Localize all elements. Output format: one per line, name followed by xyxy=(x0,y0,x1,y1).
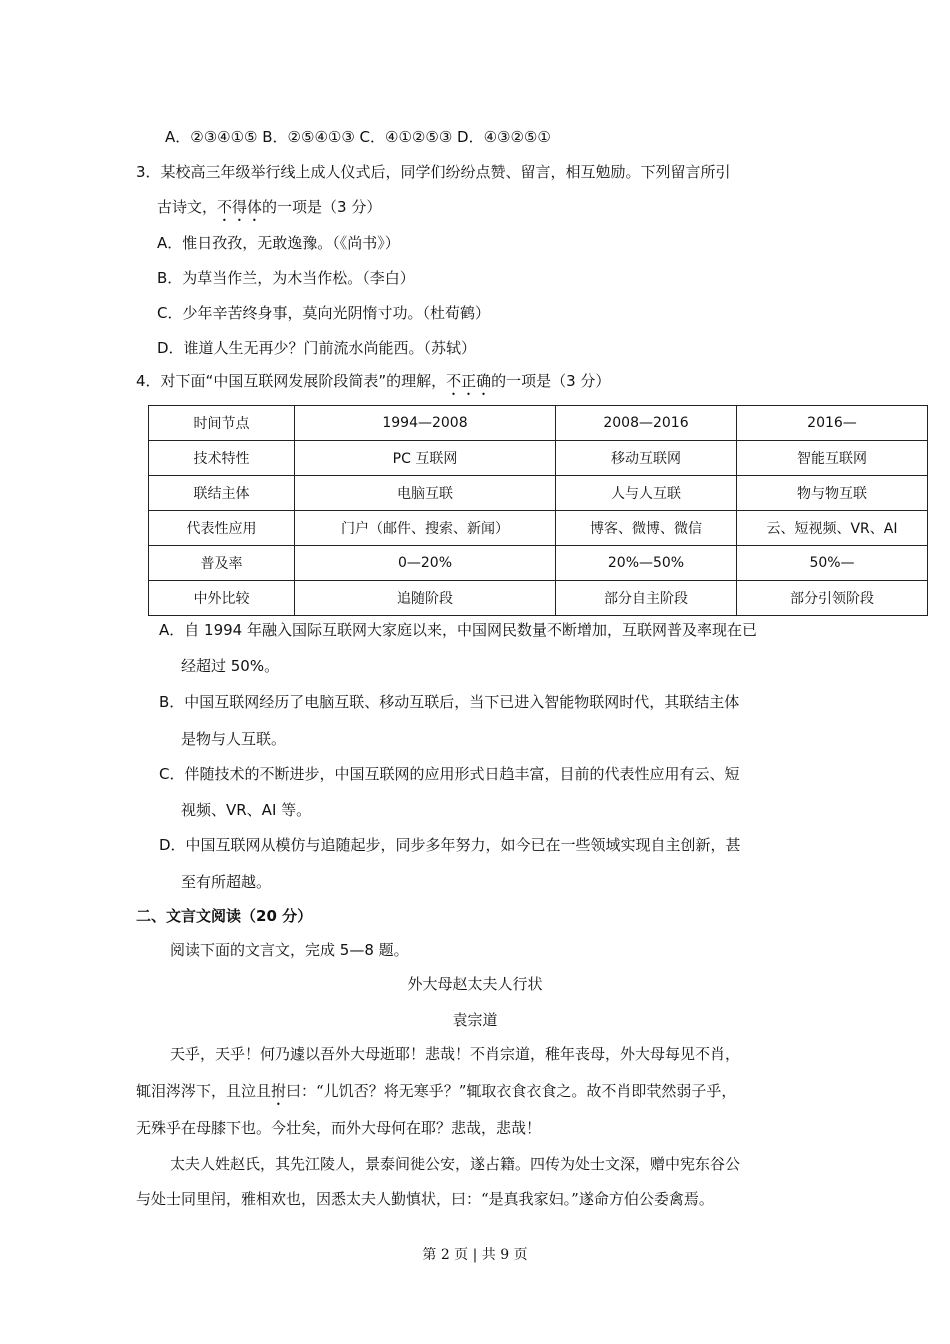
table-cell: 云、短视频、VR、AI xyxy=(737,511,928,546)
essay-text: 曰：“儿饥否？将无寒乎？”辄取衣食衣食之。故不肖即茕然弱子乎， xyxy=(286,1082,737,1100)
page-footer: 第 2 页 | 共 9 页 xyxy=(422,1247,528,1263)
q4-option-b-line1: B．中国互联网经历了电脑互联、移动互联后，当下已进入智能物联网时代，其联结主体 xyxy=(159,693,740,711)
table-row xyxy=(149,406,928,441)
table-cell: 物与物互联 xyxy=(737,476,928,511)
table-cell: 部分引领阶段 xyxy=(737,581,928,616)
table-cell: 代表性应用 xyxy=(149,511,295,546)
q4-stem-emphasis: 不正确 xyxy=(446,372,492,390)
q3-option-b: B．为草当作兰，为木当作松。（李白） xyxy=(157,269,415,287)
essay-title: 外大母赵太夫人行状 xyxy=(407,975,543,993)
table-cell: 电脑互联 xyxy=(295,476,556,511)
essay-p1-line2 xyxy=(136,1081,736,1109)
table-cell: 人与人互联 xyxy=(556,476,737,511)
table-cell: 移动互联网 xyxy=(556,441,737,476)
table-cell: 部分自主阶段 xyxy=(556,581,737,616)
table-cell: 追随阶段 xyxy=(295,581,556,616)
internet-stage-table xyxy=(148,405,928,616)
q2-options: A．②③④①⑤ B．②⑤④①③ C．④①②⑤③ D．④③②⑤① xyxy=(165,128,551,146)
table-cell: 时间节点 xyxy=(149,406,295,441)
essay-author: 袁宗道 xyxy=(452,1011,498,1029)
q4-stem xyxy=(136,371,610,399)
table-cell: 2008—2016 xyxy=(556,406,737,441)
table-cell: 1994—2008 xyxy=(295,406,556,441)
table-row xyxy=(149,476,928,511)
q3-stem-pre: 古诗文， xyxy=(157,198,218,216)
essay-text: 辄泪涔涔下，且泣且 xyxy=(136,1082,272,1100)
table-cell: 博客、微博、微信 xyxy=(556,511,737,546)
section-instruction: 阅读下面的文言文，完成 5—8 题。 xyxy=(170,941,409,959)
essay-p1-line1: 天乎，天乎！何乃遽以吾外大母逝耶！悲哉！不肖宗道，稚年丧母，外大母每见不肖， xyxy=(170,1045,741,1063)
table-cell: 普及率 xyxy=(149,546,295,581)
essay-p2-line1: 太夫人姓赵氏，其先江陵人，景泰间徙公安，遂占籍。四传为处士文深，赠中宪东谷公 xyxy=(170,1155,741,1173)
q4-stem-post: 的一项是（3 分） xyxy=(491,372,611,390)
table-cell: 20%—50% xyxy=(556,546,737,581)
table-row xyxy=(149,546,928,581)
q4-option-a-line1: A．自 1994 年融入国际互联网大家庭以来，中国网民数量不断增加，互联网普及率现在已 xyxy=(159,621,757,639)
q3-option-c: C．少年辛苦终身事，莫向光阴惰寸功。（杜荀鹤） xyxy=(157,304,490,322)
q3-option-d: D．谁道人生无再少？门前流水尚能西。（苏轼） xyxy=(157,339,477,357)
table-cell: 0—20% xyxy=(295,546,556,581)
essay-p1-line3: 无殊乎在母膝下也。今壮矣，而外大母何在耶？悲哉，悲哉！ xyxy=(136,1119,542,1137)
q4-stem-pre: 4．对下面“中国互联网发展阶段简表”的理解， xyxy=(136,372,447,390)
table-cell: PC 互联网 xyxy=(295,441,556,476)
table-cell: 联结主体 xyxy=(149,476,295,511)
table-cell: 50%— xyxy=(737,546,928,581)
q4-option-d-line2: 至有所超越。 xyxy=(181,873,272,891)
q4-option-d-line1: D．中国互联网从模仿与追随起步，同步多年努力，如今已在一些领域实现自主创新，甚 xyxy=(159,836,741,854)
q3-stem-post: 的一项是（3 分） xyxy=(262,198,382,216)
q4-option-b-line2: 是物与人互联。 xyxy=(181,730,287,748)
essay-p2-line2: 与处士同里闬，雅相欢也，因悉太夫人勤慎状，曰：“是真我家妇。”遂命方伯公委禽焉。 xyxy=(136,1190,714,1208)
q3-stem-emphasis: 不得体 xyxy=(217,198,263,216)
table-row xyxy=(149,511,928,546)
table-cell: 技术特性 xyxy=(149,441,295,476)
table-row xyxy=(149,581,928,616)
q4-option-a-line2: 经超过 50%。 xyxy=(181,657,280,675)
section-heading: 二、文言文阅读（20 分） xyxy=(136,907,313,925)
table-cell: 门户（邮件、搜索、新闻） xyxy=(295,511,556,546)
q3-stem-line2 xyxy=(157,197,381,225)
essay-emphasis: 拊 xyxy=(271,1082,287,1100)
table-cell: 中外比较 xyxy=(149,581,295,616)
q3-stem-line1: 3．某校高三年级举行线上成人仪式后，同学们纷纷点赞、留言，相互勉励。下列留言所引 xyxy=(136,163,731,181)
table-row xyxy=(149,441,928,476)
q4-option-c-line2: 视频、VR、AI 等。 xyxy=(181,801,312,819)
table-cell: 智能互联网 xyxy=(737,441,928,476)
table-cell: 2016— xyxy=(737,406,928,441)
q4-option-c-line1: C．伴随技术的不断进步，中国互联网的应用形式日趋丰富，目前的代表性应用有云、短 xyxy=(159,765,740,783)
q3-option-a: A．惟日孜孜，无敢逸豫。（《尚书》） xyxy=(157,234,400,252)
